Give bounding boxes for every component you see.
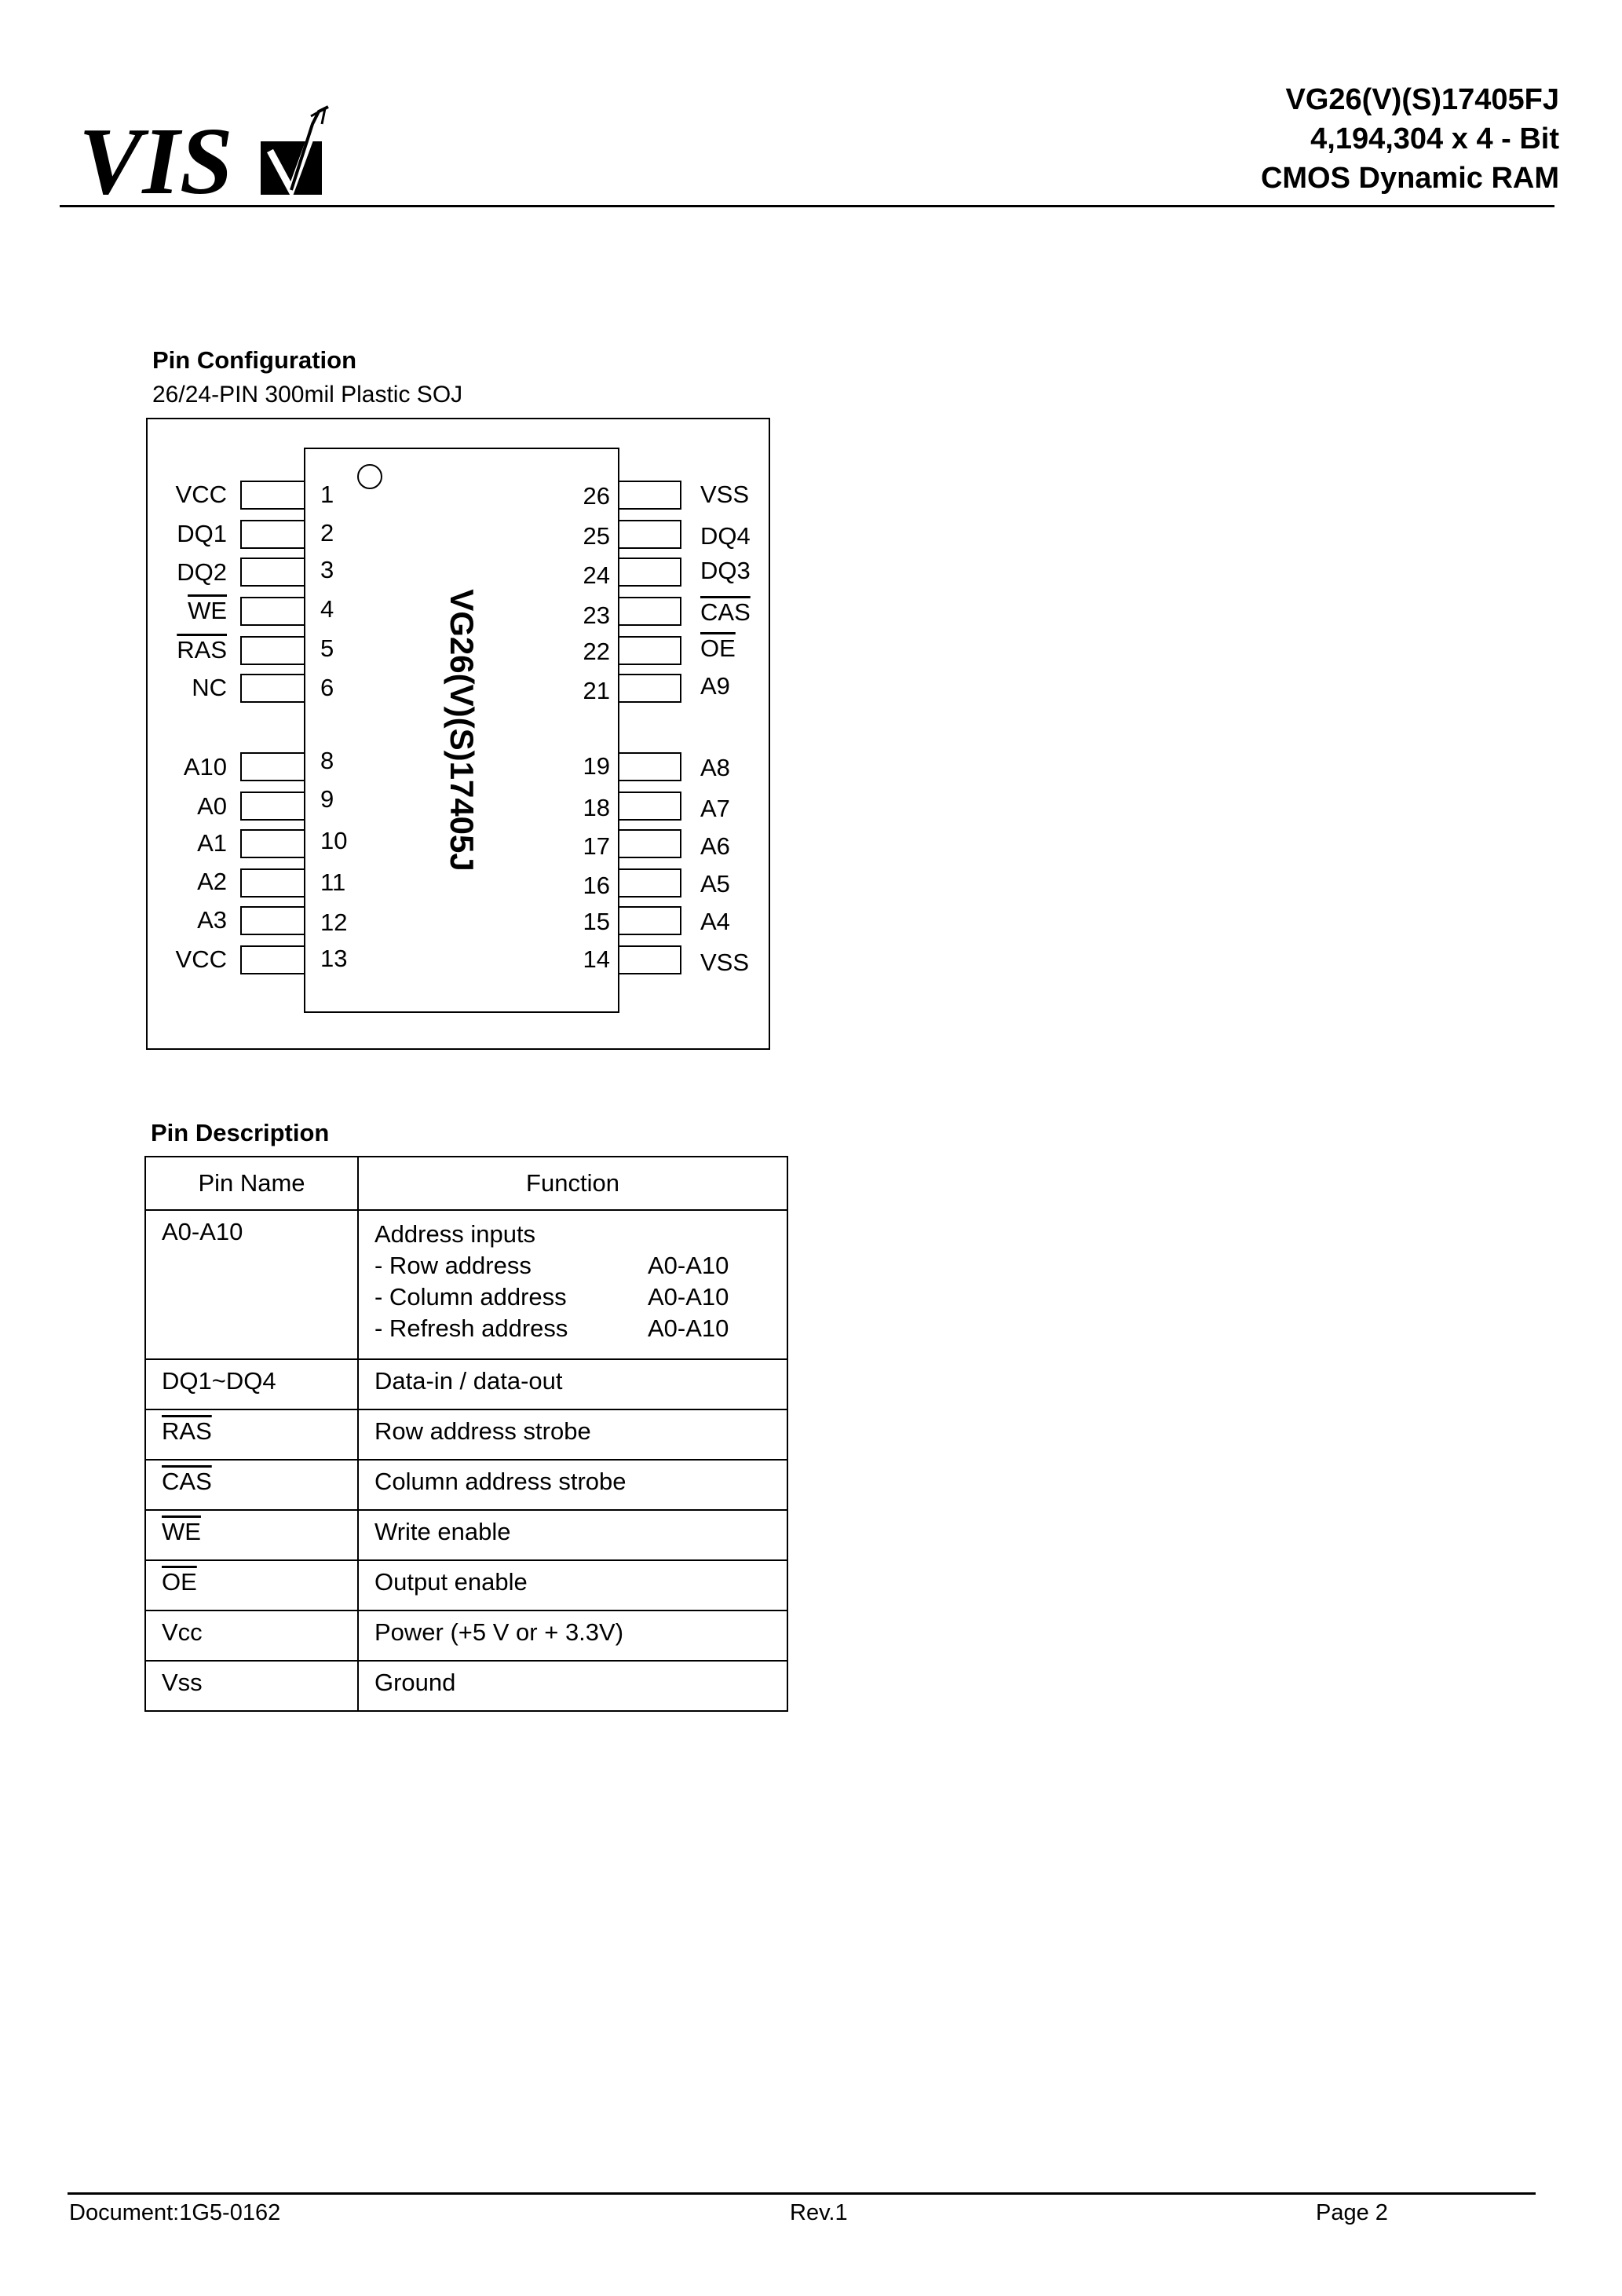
pin-lead: [240, 597, 305, 626]
pin-name-cell: Vcc: [145, 1610, 358, 1661]
device-type-title: CMOS Dynamic RAM: [1260, 162, 1559, 195]
footer-rule: [68, 2192, 1536, 2195]
pin-name-cell: DQ1~DQ4: [145, 1359, 358, 1409]
pin-label: $\overline{OE}$: [700, 634, 736, 662]
pin-name-text: $\overline{CAS}$: [162, 1468, 212, 1495]
pin-number: 18: [583, 794, 610, 821]
pin-number: 1: [320, 481, 334, 508]
pin-name-cell: [145, 1460, 358, 1510]
pin-name-text: $\overline{RAS}$: [162, 1417, 212, 1445]
address-range: A0-A10: [648, 1252, 729, 1279]
pin-lead: [240, 481, 305, 510]
address-range: A0-A10: [648, 1314, 729, 1342]
table-header-row: [145, 1157, 787, 1210]
pin-label: $\overline{RAS}$: [177, 636, 227, 664]
pin-label: A4: [700, 908, 730, 935]
pin-lead: [618, 597, 681, 626]
pin-lead: [240, 520, 305, 549]
pin-name-cell: [145, 1510, 358, 1560]
pin-name-cell: [145, 1409, 358, 1460]
pin-name-cell: [145, 1560, 358, 1610]
vis-logo: [79, 93, 330, 203]
pin-name-text: $\overline{WE}$: [162, 1518, 201, 1545]
header-rule: [60, 205, 1554, 207]
pin-label: VSS: [700, 949, 750, 976]
column-header: Pin Name: [145, 1157, 358, 1210]
pin-label: DQ1: [177, 520, 227, 547]
pin-number: 3: [320, 556, 334, 583]
logo-text: VIS: [79, 108, 233, 203]
address-detail-line: [374, 1281, 771, 1313]
pin-lead: [240, 868, 305, 898]
pin-number: 11: [320, 868, 346, 896]
pin-lead: [618, 520, 681, 549]
pin-lead: [240, 792, 305, 821]
pin-number: 17: [583, 832, 610, 860]
pin1-notch-icon: [357, 464, 382, 489]
pin-label: NC: [192, 674, 227, 701]
pin-name-cell: Vss: [145, 1661, 358, 1711]
package-description: 26/24-PIN 300mil Plastic SOJ: [152, 382, 463, 408]
pin-label: A3: [197, 906, 227, 934]
table-row: [145, 1409, 787, 1460]
pin-name-cell: A0-A10: [145, 1210, 358, 1359]
part-number-title: VG26(V)(S)17405FJ: [1285, 83, 1559, 116]
address-detail-line: [374, 1313, 771, 1344]
pin-number: 4: [320, 595, 334, 623]
pin-number: 16: [583, 872, 610, 899]
pin-lead: [618, 829, 681, 858]
pin-lead: [618, 792, 681, 821]
pin-lead: [240, 674, 305, 703]
pin-number: 10: [320, 827, 348, 854]
revision: Rev.1: [790, 2200, 848, 2225]
table-row: [145, 1610, 787, 1661]
pin-label: A5: [700, 870, 730, 898]
pin-label: DQ3: [700, 557, 751, 584]
pin-label: DQ2: [177, 558, 227, 586]
table-row: [145, 1359, 787, 1409]
pin-label: A7: [700, 795, 730, 822]
function-cell: Write enable: [358, 1510, 787, 1560]
column-header: Function: [358, 1157, 787, 1210]
pin-lead: [618, 558, 681, 587]
pin-lead: [240, 906, 305, 935]
table-row: [145, 1460, 787, 1510]
pin-label: A9: [700, 672, 730, 700]
pin-label: VSS: [700, 481, 750, 508]
pin-number: 12: [320, 909, 348, 936]
pin-label: A8: [700, 754, 730, 781]
pin-name-text: $\overline{OE}$: [162, 1568, 197, 1596]
pin-number: 24: [583, 561, 610, 589]
pin-lead: [618, 674, 681, 703]
pin-number: 6: [320, 674, 334, 701]
pin-lead: [240, 752, 305, 781]
function-cell: Power (+5 V or + 3.3V): [358, 1610, 787, 1661]
document-number: Document:1G5-0162: [69, 2200, 281, 2225]
pin-label: $\overline{CAS}$: [700, 598, 751, 626]
function-cell: [358, 1210, 787, 1359]
pin-lead: [618, 752, 681, 781]
pin-label: A1: [197, 829, 227, 857]
pin-label: VCC: [175, 945, 227, 973]
chip-label: VG26(V)(S)17405J: [444, 589, 480, 872]
pin-lead: [240, 945, 305, 974]
pin-label: $\overline{WE}$: [188, 597, 227, 624]
pin-description-table: [144, 1156, 788, 1712]
pin-number: 23: [583, 601, 610, 629]
pin-lead: [618, 481, 681, 510]
pin-lead: [240, 636, 305, 665]
pin-lead: [618, 636, 681, 665]
address-kind: - Column address: [374, 1283, 567, 1311]
table-row: [145, 1210, 787, 1359]
table-row: [145, 1510, 787, 1560]
pin-label: A0: [197, 792, 227, 820]
organization-title: 4,194,304 x 4 - Bit: [1310, 122, 1559, 155]
function-text: Address inputs: [374, 1220, 536, 1248]
pin-lead: [618, 945, 681, 974]
pin-config-heading: Pin Configuration: [152, 346, 357, 374]
function-cell: Output enable: [358, 1560, 787, 1610]
pin-number: 15: [583, 908, 610, 935]
pin-number: 25: [583, 522, 610, 550]
pin-lead: [240, 829, 305, 858]
pin-number: 21: [583, 677, 610, 704]
function-cell: Column address strobe: [358, 1460, 787, 1510]
pin-lead: [240, 558, 305, 587]
pin-number: 26: [583, 482, 610, 510]
pin-description-heading: Pin Description: [151, 1119, 330, 1146]
pin-label: VCC: [175, 481, 227, 508]
address-range: A0-A10: [648, 1283, 729, 1311]
address-kind: - Refresh address: [374, 1314, 568, 1342]
pin-number: 14: [583, 945, 610, 973]
function-cell: Data-in / data-out: [358, 1359, 787, 1409]
table-row: [145, 1560, 787, 1610]
pin-label: A10: [183, 753, 227, 781]
pin-number: 22: [583, 638, 610, 665]
address-kind: - Row address: [374, 1252, 532, 1279]
pin-number: 19: [583, 752, 610, 780]
function-cell: Row address strobe: [358, 1409, 787, 1460]
pin-label: A6: [700, 832, 730, 860]
pin-number: 2: [320, 519, 334, 547]
pin-number: 9: [320, 785, 334, 813]
pin-label: DQ4: [700, 522, 751, 550]
table-row: [145, 1661, 787, 1711]
pin-label: A2: [197, 868, 227, 895]
address-detail-line: [374, 1250, 771, 1281]
pin-number: 5: [320, 634, 334, 662]
page-number: Page 2: [1316, 2200, 1388, 2225]
pin-number: 13: [320, 945, 348, 972]
pin-lead: [618, 868, 681, 898]
pin-number: 8: [320, 747, 334, 774]
function-cell: Ground: [358, 1661, 787, 1711]
pin-lead: [618, 906, 681, 935]
